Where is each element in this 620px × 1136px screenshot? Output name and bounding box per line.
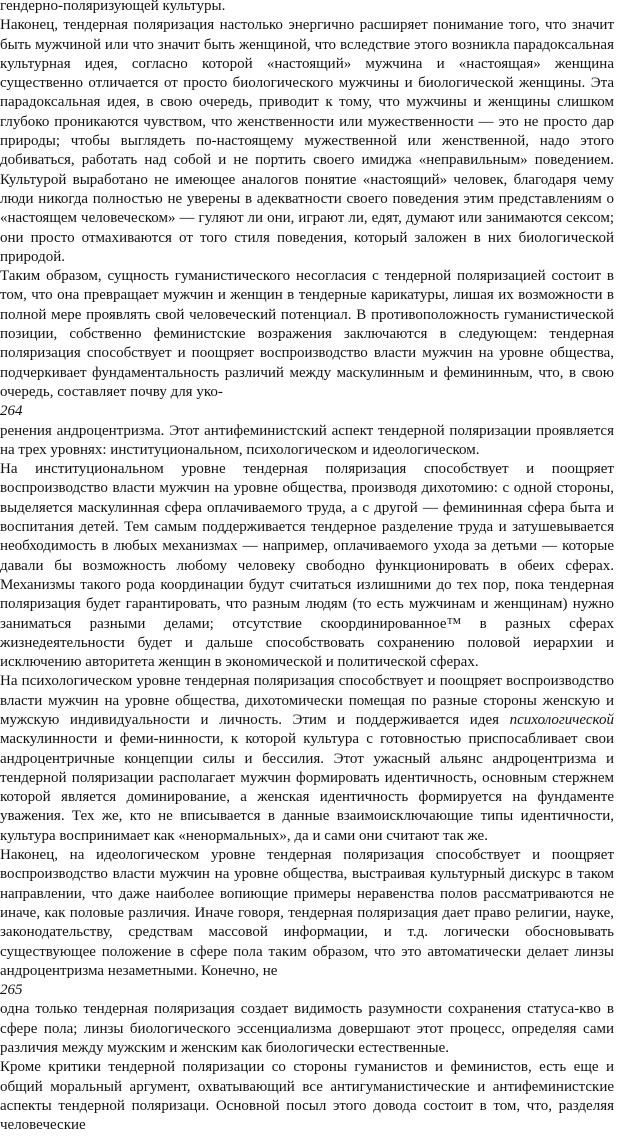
- paragraph-ideological-level: Наконец, на идеологическом уровне тендерная поляризация способствует и поощряет воспроизводство власти мужчин на уровне общества, выстраивая культурный дискурс в таком направлении, что даже наиболее вопиющие примеры неравенства полов рассматриваются не иначе, как половые различия. Иначе говоря, тендерная поляризация дает право религии, науке, законодательству, средствам массовой информации, и т.д. логически обосновывать существующее положение в сфере пола таким образом, что это автоматически делает линзы андроцентризма незаметными. Конечно, не: [0, 847, 614, 979]
- paragraph-moral-argument: Кроме критики тендерной поляризации со стороны гуманистов и феминистов, есть еще и общий моральный аргумент, охватывающий все антигуманистические и антифеминистские аспекты тендерной поляризаци. Основной посыл этого довода состоит в том, что, разделяя человеческие: [0, 1059, 614, 1134]
- paragraph-real-man-woman: Наконец, тендерная поляризация настолько энергично расширяет понимание того, что значит быть мужчиной или что значит быть женщиной, что вследствие этого возникла парадоксальная культурная идея, согласно которой «настоящий» мужчина и «настоящая» женщина существенно отличается от просто биологического мужчины и биологической женщины. Эта парадоксальная идея, в свою очередь, приводит к тому, что мужчины и женщины слишком глубоко проникаются чувством, что женственности или мужественности — это не просто дар природы; чтобы выглядеть по-настоящему мужественной или женственной, надо этого добиваться, работать над собой и не портить своего имиджа «неправильным» поведением. Культурой выработано не имеющее аналогов понятие «настоящий» человек, благодаря чему люди никогда полностью не уверены в адекватности своего поведения этим представлениям о «настоящем человеческом» — гуляют ли они, играют ли, едят, думают или занимаются сексом; они просто отмахиваются от того стиля поведения, который заложен в них биологической природой.: [0, 17, 614, 265]
- page-number-264: 264: [0, 403, 23, 420]
- psych-italic-word: психологической: [509, 711, 614, 728]
- paragraph-humanist-objection: Таким образом, сущность гуманистического несогласия с тендерной поляризацией состоит в том, что она превращает мужчин и женщин в тендерные карикатуры, лишая их возможности в полной мере проявлять свой человеческий потенциал. В противоположность гуманистической позиции, собственно феминистские возражения заключаются в следующем: тендерная поляризация способствует и поощряет воспроизводство власти мужчин на уровне общества, подчеркивает фундаментальность различий между маскулинным и фемининным, что, в свою очередь, составляет почву для уко-: [0, 268, 614, 400]
- paragraph-psychological-level: [0, 672, 614, 846]
- paragraph-androcentrism-levels: ренения андроцентризма. Этот антифеминистский аспект тендерной поляризации проявляется на трех уровнях: институциональном, психологическом и идеологическом.: [0, 422, 614, 458]
- psych-text-rest: маскулинности и феми-нинности, к которой культура с готовностью приспосабливает свои андроцентричные концепции силы и бессилия. Этот ужасный альянс андроцентризма и тендерной поляризации располагает мужчин формировать идентичность, основным стержнем которой является доминирование, а женская идентичность формируется на фундаменте уважения. Тех же, кто не вписывается в данные взаимоисключающие типы идентичности, культура воспринимает как «ненормальных», да и сами они считают так же.: [0, 731, 614, 844]
- psych-text-start: На психологическом уровне тендерная поляризация способствует и поощряет воспроизводство власти мужчин на уровне общества, дихотомически помещая по разные стороны женскую и мужскую индивидуальности и личность. Этим и поддерживается идея: [0, 673, 614, 728]
- page-number-265: 265: [0, 982, 23, 999]
- paragraph-institutional-level: На институциональном уровне тендерная поляризация способствует и поощряет воспроизводство власти мужчин на уровне общества, производя дихотомию: с одной стороны, выделяется маскулинная сфера оплачиваемого труда, а с другой — фемининная сфера быта и воспитания детей. Тем самым поддерживается тендерное разделение труда и затушевывается необходимость в любых механизмах — например, оплачиваемого ухода за детьми — которые давали бы возможность любому человеку свободно функционировать в обеих сферах. Механизмы такого рода координации будут считаться излишними до тех пор, пока тендерная поляризация будет гарантировать, что разным людям (то есть мужчинам и женщинам) нужно заниматься разными делами; отсутствие скоординированное™ в разных сферах жизнедеятельности будет и дальше способствовать сохранению половой иерархии и исключению авторитета женщин в экономической и политической сферах.: [0, 461, 614, 671]
- paragraph-culture-end: гендерно-поляризующей культуры.: [0, 0, 226, 14]
- paragraph-biological-essentialism: одна только тендерная поляризация создает видимость разумности сохранения статуса-кво в сфере пола; линзы биологического эссенциализма довершают этот процесс, определяя сами различия между мужским и женским как биологически естественные.: [0, 1001, 614, 1057]
